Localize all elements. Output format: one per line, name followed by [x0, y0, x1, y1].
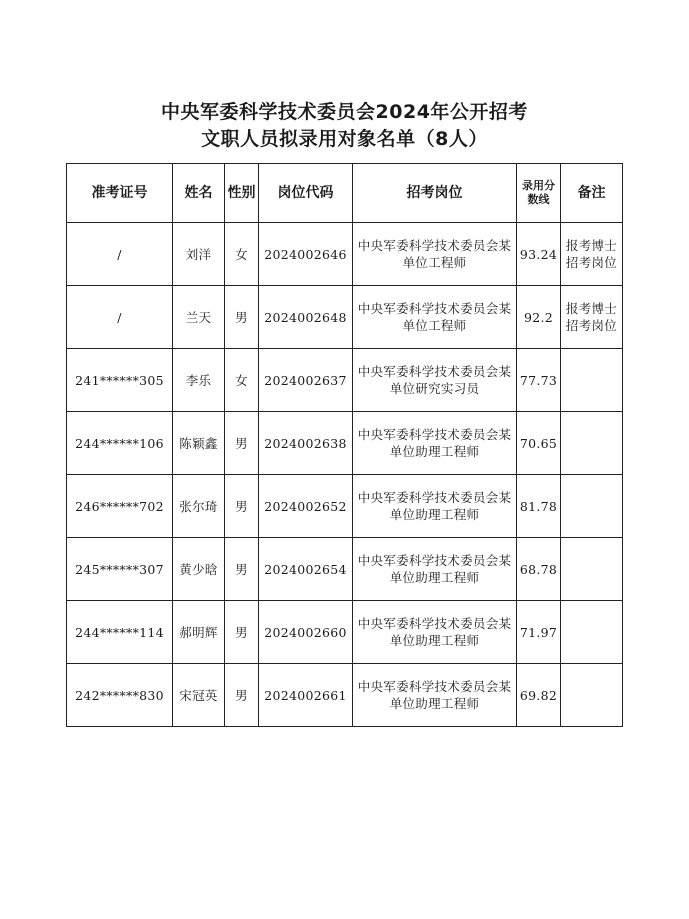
cell-position: 中央军委科学技术委员会某单位助理工程师 [353, 475, 517, 538]
cell-gender: 女 [225, 349, 259, 412]
header-position-code: 岗位代码 [259, 164, 353, 223]
cell-exam-no: 245******307 [67, 538, 173, 601]
table-header-row [67, 164, 623, 223]
cell-exam-no: 241******305 [67, 349, 173, 412]
table-row [67, 538, 623, 601]
cell-position: 中央军委科学技术委员会某单位助理工程师 [353, 601, 517, 664]
cell-gender: 男 [225, 286, 259, 349]
document-title-line1: 中央军委科学技术委员会2024年公开招考 [161, 101, 528, 123]
header-name: 姓名 [173, 164, 225, 223]
cell-gender: 男 [225, 412, 259, 475]
table-row [67, 475, 623, 538]
cell-position-code: 2024002637 [259, 349, 353, 412]
cell-exam-no: / [67, 223, 173, 286]
cell-position-code: 2024002648 [259, 286, 353, 349]
candidate-table [66, 163, 623, 727]
table-row [67, 223, 623, 286]
cell-note: 报考博士招考岗位 [561, 286, 623, 349]
cell-name: 郝明辉 [173, 601, 225, 664]
cell-note [561, 412, 623, 475]
header-score: 录用分数线 [517, 164, 561, 223]
cell-score: 69.82 [517, 664, 561, 727]
cell-position-code: 2024002646 [259, 223, 353, 286]
cell-position-code: 2024002661 [259, 664, 353, 727]
cell-gender: 男 [225, 538, 259, 601]
cell-position: 中央军委科学技术委员会某单位研究实习员 [353, 349, 517, 412]
cell-exam-no: / [67, 286, 173, 349]
cell-position-code: 2024002638 [259, 412, 353, 475]
cell-gender: 男 [225, 664, 259, 727]
cell-note [561, 601, 623, 664]
header-position: 招考岗位 [353, 164, 517, 223]
cell-name: 李乐 [173, 349, 225, 412]
cell-position-code: 2024002652 [259, 475, 353, 538]
table-row [67, 349, 623, 412]
cell-score: 71.97 [517, 601, 561, 664]
cell-position: 中央军委科学技术委员会某单位助理工程师 [353, 664, 517, 727]
cell-name: 刘洋 [173, 223, 225, 286]
cell-note [561, 349, 623, 412]
table-row [67, 664, 623, 727]
cell-score: 70.65 [517, 412, 561, 475]
cell-name: 宋冠英 [173, 664, 225, 727]
cell-exam-no: 246******702 [67, 475, 173, 538]
cell-gender: 男 [225, 475, 259, 538]
table-row [67, 601, 623, 664]
cell-note [561, 475, 623, 538]
cell-name: 张尔琦 [173, 475, 225, 538]
cell-name: 陈颖鑫 [173, 412, 225, 475]
cell-position: 中央军委科学技术委员会某单位助理工程师 [353, 538, 517, 601]
cell-gender: 女 [225, 223, 259, 286]
table-row [67, 412, 623, 475]
cell-note: 报考博士招考岗位 [561, 223, 623, 286]
cell-note [561, 664, 623, 727]
cell-score: 81.78 [517, 475, 561, 538]
cell-gender: 男 [225, 601, 259, 664]
cell-position: 中央军委科学技术委员会某单位工程师 [353, 286, 517, 349]
cell-position: 中央军委科学技术委员会某单位助理工程师 [353, 412, 517, 475]
cell-position-code: 2024002660 [259, 601, 353, 664]
header-gender: 性别 [225, 164, 259, 223]
cell-name: 黄少晗 [173, 538, 225, 601]
cell-name: 兰天 [173, 286, 225, 349]
document-title-line2: 文职人员拟录用对象名单（8人） [201, 128, 488, 150]
header-note: 备注 [561, 164, 623, 223]
header-exam-no: 准考证号 [67, 164, 173, 223]
cell-position-code: 2024002654 [259, 538, 353, 601]
cell-score: 68.78 [517, 538, 561, 601]
cell-score: 93.24 [517, 223, 561, 286]
cell-score: 92.2 [517, 286, 561, 349]
cell-exam-no: 244******114 [67, 601, 173, 664]
cell-exam-no: 242******830 [67, 664, 173, 727]
cell-exam-no: 244******106 [67, 412, 173, 475]
cell-note [561, 538, 623, 601]
cell-position: 中央军委科学技术委员会某单位工程师 [353, 223, 517, 286]
cell-score: 77.73 [517, 349, 561, 412]
table-row [67, 286, 623, 349]
